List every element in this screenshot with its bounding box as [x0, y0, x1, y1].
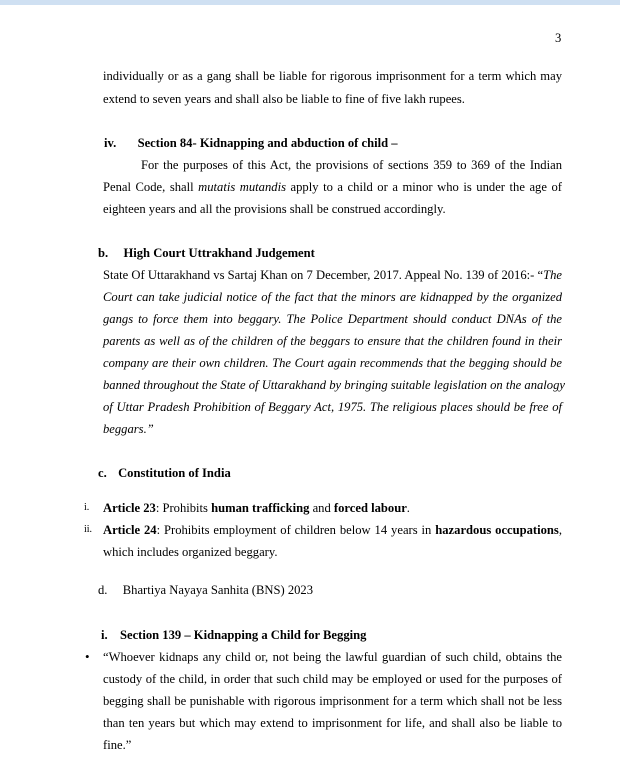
window-top-bar	[0, 0, 620, 5]
judgement-marker: b.	[98, 246, 109, 260]
article-23-t2: and	[309, 501, 334, 515]
section-84-l2a: Penal Code, shall	[103, 180, 199, 194]
article-24-t1: : Prohibits employment of children below 14 years in	[156, 523, 436, 537]
judgement-line-8: beggars.”	[103, 422, 154, 436]
section-139-line-3: begging shall be punishable with rigorous imprisonment for a term which shall not be less	[103, 694, 562, 708]
bullet-icon: •	[85, 649, 90, 664]
article-24-marker: ii.	[84, 524, 93, 535]
section-84-subtitle: - Kidnapping and abduction of child –	[192, 136, 398, 150]
article-23-title: Article 23	[103, 501, 156, 515]
page-number: 3	[555, 31, 562, 45]
article-24-line-2: which includes organized beggary.	[103, 545, 278, 559]
judgement-line-7: of Uttar Pradesh Prohibition of Beggary Act, 1975. The religious places should be free of	[103, 400, 562, 414]
bns-marker: d.	[98, 583, 108, 597]
section-84-marker: iv.	[104, 136, 117, 150]
article-23-t1: : Prohibits	[155, 501, 212, 515]
judgement-line-4: parents as well as of the children of the beggars to ensure that the children found in their	[103, 334, 562, 348]
section-139-line-2: custody of the child, in order that such child may be employed or used for the purposes of	[103, 672, 562, 686]
section-139-line-5: fine.”	[103, 738, 132, 752]
section-139-heading	[101, 628, 366, 643]
section-84-line-1: For the purposes of this Act, the provisions of sections 359 to 369 of the Indian	[141, 158, 562, 172]
judgement-l1a: State Of Uttarakhand vs Sartaj Khan on 7 December, 2017. Appeal No. 139 of 2016:- “	[103, 268, 544, 282]
section-84-line-3: eighteen years and all the provisions shall be construed accordingly.	[103, 202, 446, 216]
judgement-title: High Court Uttrakhand Judgement	[123, 246, 315, 260]
judgement-line-6: banned throughout the State of Uttarakhand by bringing suitable legislation on the analogy	[103, 378, 565, 392]
intro-line-1: individually or as a gang shall be liable for rigorous imprisonment for a term which may	[103, 69, 562, 83]
article-24-item	[103, 523, 562, 538]
bns-heading	[98, 583, 313, 598]
constitution-marker: c.	[98, 466, 107, 480]
article-24-t2: ,	[558, 523, 562, 537]
section-84-l2i: mutatis mutandis	[198, 180, 286, 194]
article-24-title: Article 24	[103, 523, 157, 537]
article-23-t3: .	[406, 501, 410, 515]
intro-line-2: extend to seven years and shall also be liable to fine of five lakh rupees.	[103, 92, 465, 106]
constitution-title: Constitution of India	[118, 466, 231, 480]
section-84-l2b: apply to a child or a minor who is under the age of	[285, 180, 562, 194]
article-23-b1: human trafficking	[211, 501, 310, 515]
judgement-line-5: company are their own children. The Court again recommends that the begging should be	[103, 356, 562, 370]
judgement-l1i: The	[543, 268, 562, 282]
judgement-line-3: gangs to force them into beggary. The Police Department should conduct DNAs of the	[103, 312, 562, 326]
article-24-b1: hazardous occupations	[435, 523, 559, 537]
section-139-title: Section 139 – Kidnapping a Child for Begging	[119, 628, 367, 642]
section-84-line-2	[103, 180, 562, 195]
judgement-heading	[98, 246, 315, 261]
section-84-heading	[104, 136, 398, 151]
bns-title: Bhartiya Nayaya Sanhita (BNS) 2023	[122, 583, 314, 597]
constitution-heading	[98, 466, 231, 481]
section-84-title: Section 84	[137, 136, 193, 150]
judgement-line-2: Court can take judicial notice of the fact that the minors are kidnapped by the organized	[103, 290, 562, 304]
article-23-b2: forced labour	[333, 501, 407, 515]
section-139-marker: i.	[101, 628, 108, 642]
section-139-line-1: “Whoever kidnaps any child or, not being the lawful guardian of such child, obtains the	[103, 650, 562, 664]
article-23-marker: i.	[84, 502, 90, 513]
section-139-line-4: than ten years but which may extend to imprisonment for life, and shall also be liable to	[103, 716, 562, 730]
judgement-line-1	[103, 268, 562, 283]
article-23-item	[103, 501, 410, 516]
